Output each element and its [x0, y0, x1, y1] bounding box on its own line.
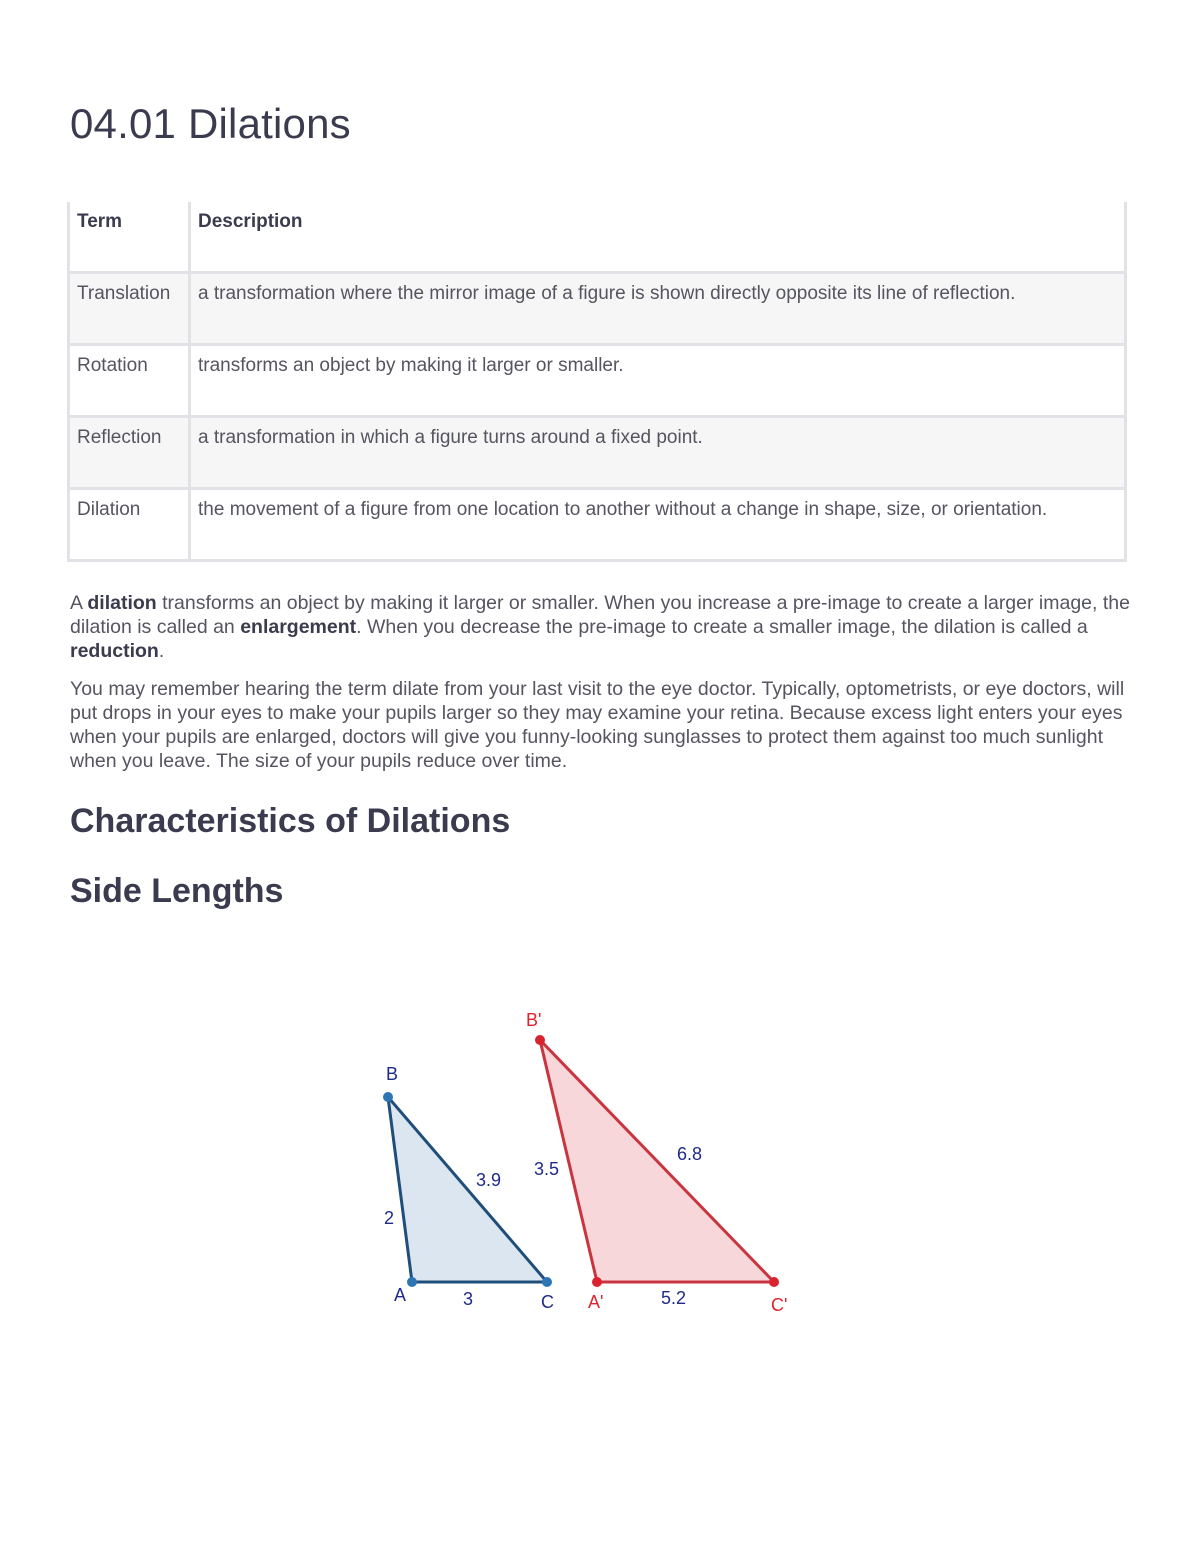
term-cell: Rotation	[69, 345, 190, 417]
dilation-definition-paragraph	[70, 591, 1130, 663]
term-cell: Dilation	[69, 489, 190, 561]
dilation-triangles-figure	[360, 1000, 820, 1320]
description-cell: the movement of a figure from one location to another without a change in shape, size, or orientation.	[190, 489, 1126, 561]
table-row	[69, 489, 1126, 561]
paragraph-text: A	[70, 592, 88, 614]
side-lengths-heading: Side Lengths	[70, 872, 284, 910]
page-title: 04.01 Dilations	[70, 100, 351, 147]
point-c	[542, 1277, 552, 1287]
side-ac-length: 3	[463, 1289, 474, 1309]
label-a: A	[394, 1285, 407, 1305]
description-cell: a transformation where the mirror image of a figure is shown directly opposite its line of reflection.	[190, 273, 1126, 345]
table-row	[69, 417, 1126, 489]
label-c-prime: C'	[771, 1295, 788, 1315]
label-c: C	[541, 1292, 554, 1312]
image-triangle	[540, 1040, 774, 1282]
header-term: Term	[69, 202, 190, 273]
point-b	[383, 1092, 393, 1102]
label-b-prime: B'	[526, 1010, 542, 1030]
header-description: Description	[190, 202, 1126, 273]
point-a	[407, 1277, 417, 1287]
point-c-prime	[769, 1277, 779, 1287]
paragraph-text: . When you decrease the pre-image to create a smaller image, the dilation is called a	[356, 616, 1088, 638]
description-cell: transforms an object by making it larger or smaller.	[190, 345, 1126, 417]
characteristics-heading: Characteristics of Dilations	[70, 802, 511, 840]
table-row	[69, 345, 1126, 417]
term-cell: Reflection	[69, 417, 190, 489]
label-b: B	[386, 1064, 399, 1084]
side-ab-length: 2	[384, 1208, 395, 1228]
term-cell: Translation	[69, 273, 190, 345]
side-ac-prime-length: 5.2	[661, 1288, 687, 1308]
preimage-triangle	[388, 1097, 547, 1282]
label-a-prime: A'	[588, 1292, 604, 1312]
terms-table	[67, 202, 1127, 562]
term-reduction: reduction	[70, 640, 159, 662]
side-bc-prime-length: 6.8	[677, 1144, 703, 1164]
paragraph-text: transforms an object by making it larger or smaller. When you increase a pre-image to create a larger image, the dilation is called an	[70, 592, 1130, 638]
description-cell: a transformation in which a figure turns around a fixed point.	[190, 417, 1126, 489]
point-a-prime	[592, 1277, 602, 1287]
table-header-row	[69, 202, 1126, 273]
eye-doctor-paragraph: You may remember hearing the term dilate from your last visit to the eye doctor. Typically, optometrists, or eye doctors, will put drops in your eyes to make your pupils larger so they may examine your retina. Because excess light enters your eyes when your pupils are enlarged, doctors will give you funny-looking sunglasses to protect them against too much sunlight when you leave. The size of your pupils reduce over time.	[70, 678, 1125, 772]
table-row	[69, 273, 1126, 345]
term-dilation: dilation	[87, 592, 157, 614]
point-b-prime	[535, 1035, 545, 1045]
paragraph-text: .	[158, 640, 165, 662]
side-bc-length: 3.9	[476, 1170, 502, 1190]
term-enlargement: enlargement	[240, 616, 357, 638]
side-ab-prime-length: 3.5	[534, 1159, 560, 1179]
